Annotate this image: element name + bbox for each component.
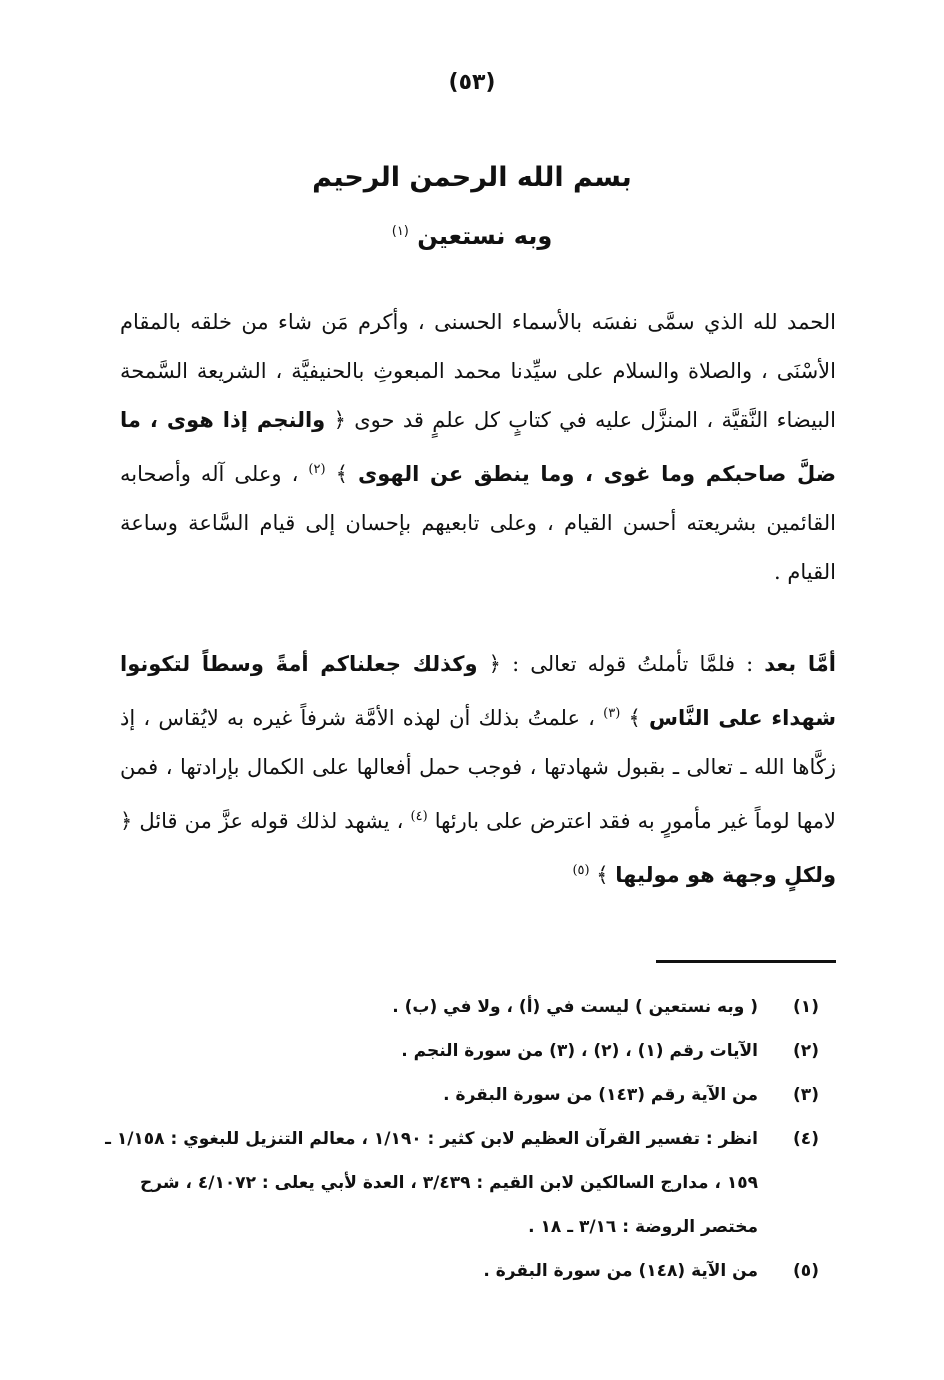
- footnote-item: [100, 1073, 836, 1117]
- footnotes: [100, 985, 836, 1293]
- body-text: الحمد لله الذي سمَّى نفسَه بالأسماء الحسنى ، وأكرم مَن شاء من خلقه بالمقام الأسْنَى ، والصلاة والسلام على سيِّدنا محمد المبعوثِ بالحنيفيَّة ، الشريعة السَّمحة البيضاء النَّقيَّة ، المنزَّل عليه في كتابٍ كل علمٍ قد حوى ﴿: [120, 310, 836, 432]
- footnote-item: [100, 1117, 836, 1249]
- footnote-text: انظر : تفسير القرآن العظيم لابن كثير : ١/١٩٠ ، معالم التنزيل للبغوي : ١/١٥٨ ـ ١٥٩ ، مدارج السالكين لابن القيم : ٣/٤٣٩ ، العدة لأبي يعلى : ٤/١٠٧٢ ، شرح مختصر الروضة : ٣/١٦ ـ ١٨ .: [105, 1129, 758, 1237]
- footnote-text: من الآية (١٤٨) من سورة البقرة .: [483, 1261, 758, 1281]
- body-text: ﴾: [335, 462, 348, 486]
- quran-verse: ولكلٍ وجهة هو موليها: [615, 863, 836, 887]
- paragraph-main: [120, 640, 836, 900]
- footnote-number: (٤): [793, 1129, 819, 1149]
- page-number: (٥٣): [448, 70, 496, 95]
- footnote-number: (٥): [793, 1261, 819, 1281]
- footnote-text: الآيات رقم (١) ، (٢) ، (٣) من سورة النجم .: [401, 1041, 758, 1061]
- body-text: ، يشهد لذلك قوله عزَّ من قائل ﴿: [120, 809, 404, 833]
- paragraph-intro: [120, 298, 836, 597]
- footnote-ref: (٤): [410, 809, 428, 824]
- footnote-text: ( وبه نستعين ) ليست في (أ) ، ولا في (ب) .: [392, 997, 758, 1017]
- footnote-ref: (٥): [572, 863, 590, 878]
- subtitle-text: وبه نستعين: [417, 222, 553, 250]
- basmala-heading: بسم الله الرحمن الرحيم: [312, 162, 632, 193]
- footnote-text: من الآية رقم (١٤٣) من سورة البقرة .: [443, 1085, 758, 1105]
- footnote-number: (١): [793, 997, 819, 1017]
- subtitle-heading: [0, 222, 944, 250]
- body-text: : فلمَّا تأملتُ قوله تعالى : ﴿: [488, 652, 754, 676]
- body-text: ﴾: [596, 863, 609, 887]
- footnote-item: [100, 1029, 836, 1073]
- paragraph-lead: أمَّا بعد: [764, 652, 836, 676]
- footnote-number: (٢): [793, 1041, 819, 1061]
- footnote-item: [100, 985, 836, 1029]
- footnote-ref: (١): [391, 224, 409, 239]
- body-text: ، وعلى آله وأصحابه القائمين بشريعته أحسن القيام ، وعلى تابعيهم بإحسان إلى قيام السَّاعة وساعة القيام .: [120, 462, 836, 584]
- footnote-item: [100, 1249, 836, 1293]
- footnote-number: (٣): [793, 1085, 819, 1105]
- body-text: ﴾: [628, 706, 641, 730]
- quran-verse: وكذلك جعلناكم أمةً وسطاً لتكونوا شهداء على النَّاس: [120, 652, 836, 730]
- footnote-ref: (٣): [603, 706, 621, 721]
- body-text: ، علمتُ بذلك أن لهذه الأمَّة شرفاً غيره به لايُقاس ، إذ زكَّاها الله ـ تعالى ـ بقبول شهادتها ، فوجب حمل أفعالها على الكمال بإرادتها ، فمن لامها لوماً غير مأمورٍ به فقد اعترض على بارئها: [120, 706, 836, 833]
- footnote-divider: [656, 960, 836, 963]
- footnote-ref: (٢): [308, 462, 326, 477]
- quran-verse: والنجم إذا هوى ، ما ضلَّ صاحبكم وما غوى ، وما ينطق عن الهوى: [120, 408, 836, 486]
